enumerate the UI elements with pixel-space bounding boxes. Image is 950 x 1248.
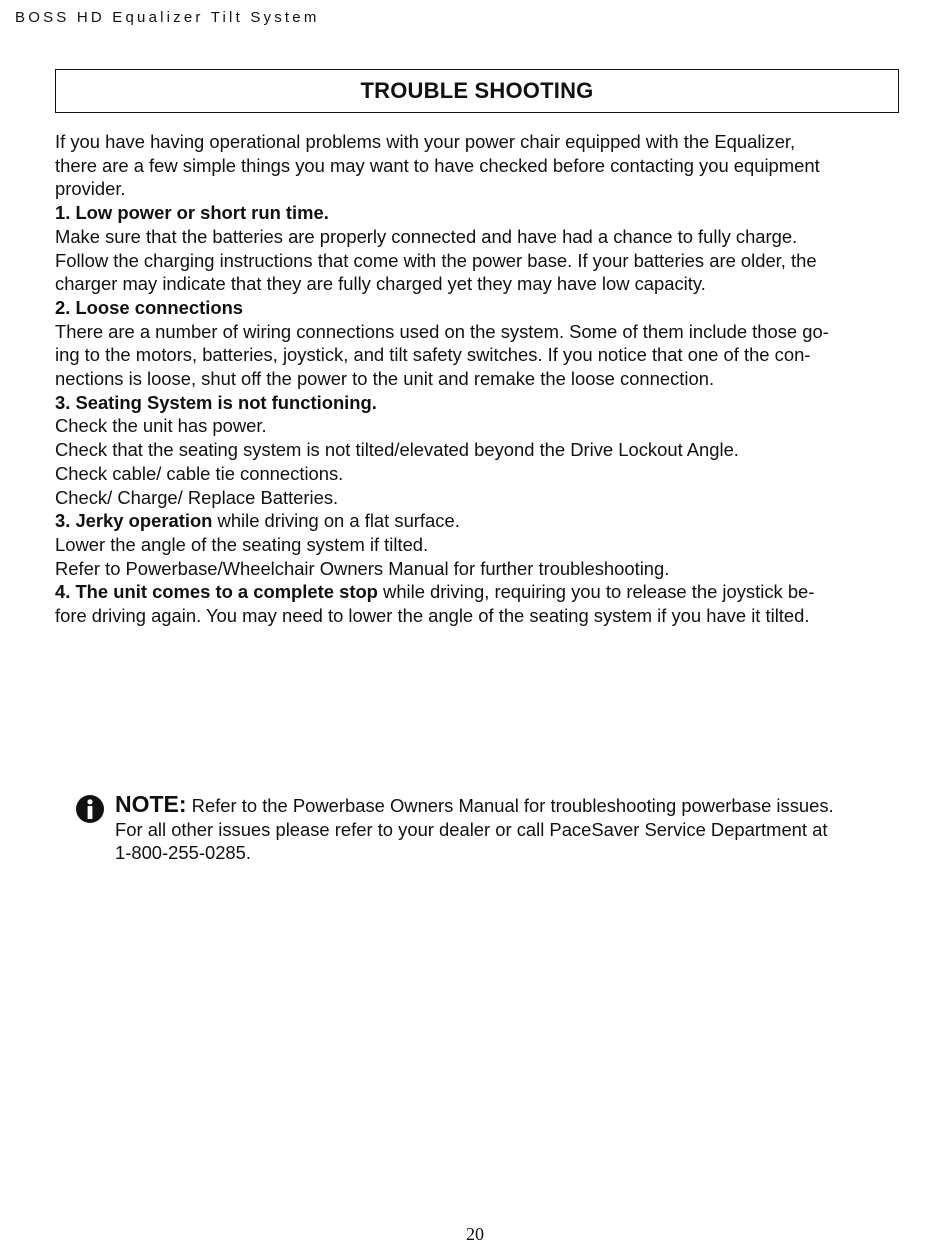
page-number: 20 xyxy=(466,1224,484,1244)
section-loose-connections xyxy=(55,296,905,391)
note-text xyxy=(115,793,834,865)
section-line: Lower the angle of the seating system if tilted. xyxy=(55,533,429,555)
section-heading-rest: while driving on a flat surface. xyxy=(212,510,460,532)
section-heading-line xyxy=(55,580,905,604)
section-seating-system xyxy=(55,391,905,510)
section-line: ing to the motors, batteries, joystick, and tilt safety switches. If you notice that one of the con- xyxy=(55,344,811,366)
document-body xyxy=(55,130,905,628)
note-first-line xyxy=(115,793,834,818)
section-line: Check cable/ cable tie connections. xyxy=(55,462,344,484)
section-line: charger may indicate that they are fully charged yet they may have low capacity. xyxy=(55,273,706,295)
section-line: Make sure that the batteries are properly connected and have had a chance to fully charge. xyxy=(55,225,798,247)
section-heading: 3. Jerky operation xyxy=(55,510,213,532)
section-jerky-operation xyxy=(55,509,905,580)
section-line: fore driving again. You may need to lower the angle of the seating system if you have it tilted. xyxy=(55,605,810,627)
section-heading: 4. The unit comes to a complete stop xyxy=(55,581,378,603)
note-line: 1-800-255-0285. xyxy=(115,842,251,864)
intro-paragraph xyxy=(55,130,905,201)
running-header: BOSS HD Equalizer Tilt System xyxy=(15,9,320,26)
section-complete-stop xyxy=(55,580,905,627)
page-title-box xyxy=(55,69,899,113)
note-line: Refer to the Powerbase Owners Manual for troubleshooting powerbase issues. xyxy=(186,795,834,816)
section-line: Refer to Powerbase/Wheelchair Owners Manual for further troubleshooting. xyxy=(55,557,670,579)
section-heading: 2. Loose connections xyxy=(55,296,244,318)
section-line: Check the unit has power. xyxy=(55,415,267,437)
section-heading: 1. Low power or short run time. xyxy=(55,202,329,224)
note-label: NOTE: xyxy=(115,791,187,817)
intro-line: there are a few simple things you may want to have checked before contacting you equipment xyxy=(55,154,820,176)
section-heading-rest: while driving, requiring you to release the joystick be- xyxy=(377,581,815,603)
section-heading: 3. Seating System is not functioning. xyxy=(55,391,377,413)
section-line: Follow the charging instructions that come with the power base. If your batteries are older, the xyxy=(55,249,817,271)
intro-line: provider. xyxy=(55,178,126,200)
info-icon xyxy=(76,795,104,823)
page-title: TROUBLE SHOOTING xyxy=(360,78,594,103)
section-low-power xyxy=(55,201,905,296)
section-line: Check/ Charge/ Replace Batteries. xyxy=(55,486,339,508)
section-line: nections is loose, shut off the power to the unit and remake the loose connection. xyxy=(55,368,715,390)
section-heading-line xyxy=(55,509,905,533)
section-line: Check that the seating system is not tilted/elevated beyond the Drive Lockout Angle. xyxy=(55,439,739,461)
note-line: For all other issues please refer to your dealer or call PaceSaver Service Department at xyxy=(115,818,828,840)
intro-line: If you have having operational problems with your power chair equipped with the Equalizer, xyxy=(55,131,796,152)
section-line: There are a number of wiring connections used on the system. Some of them include those go- xyxy=(55,320,829,342)
